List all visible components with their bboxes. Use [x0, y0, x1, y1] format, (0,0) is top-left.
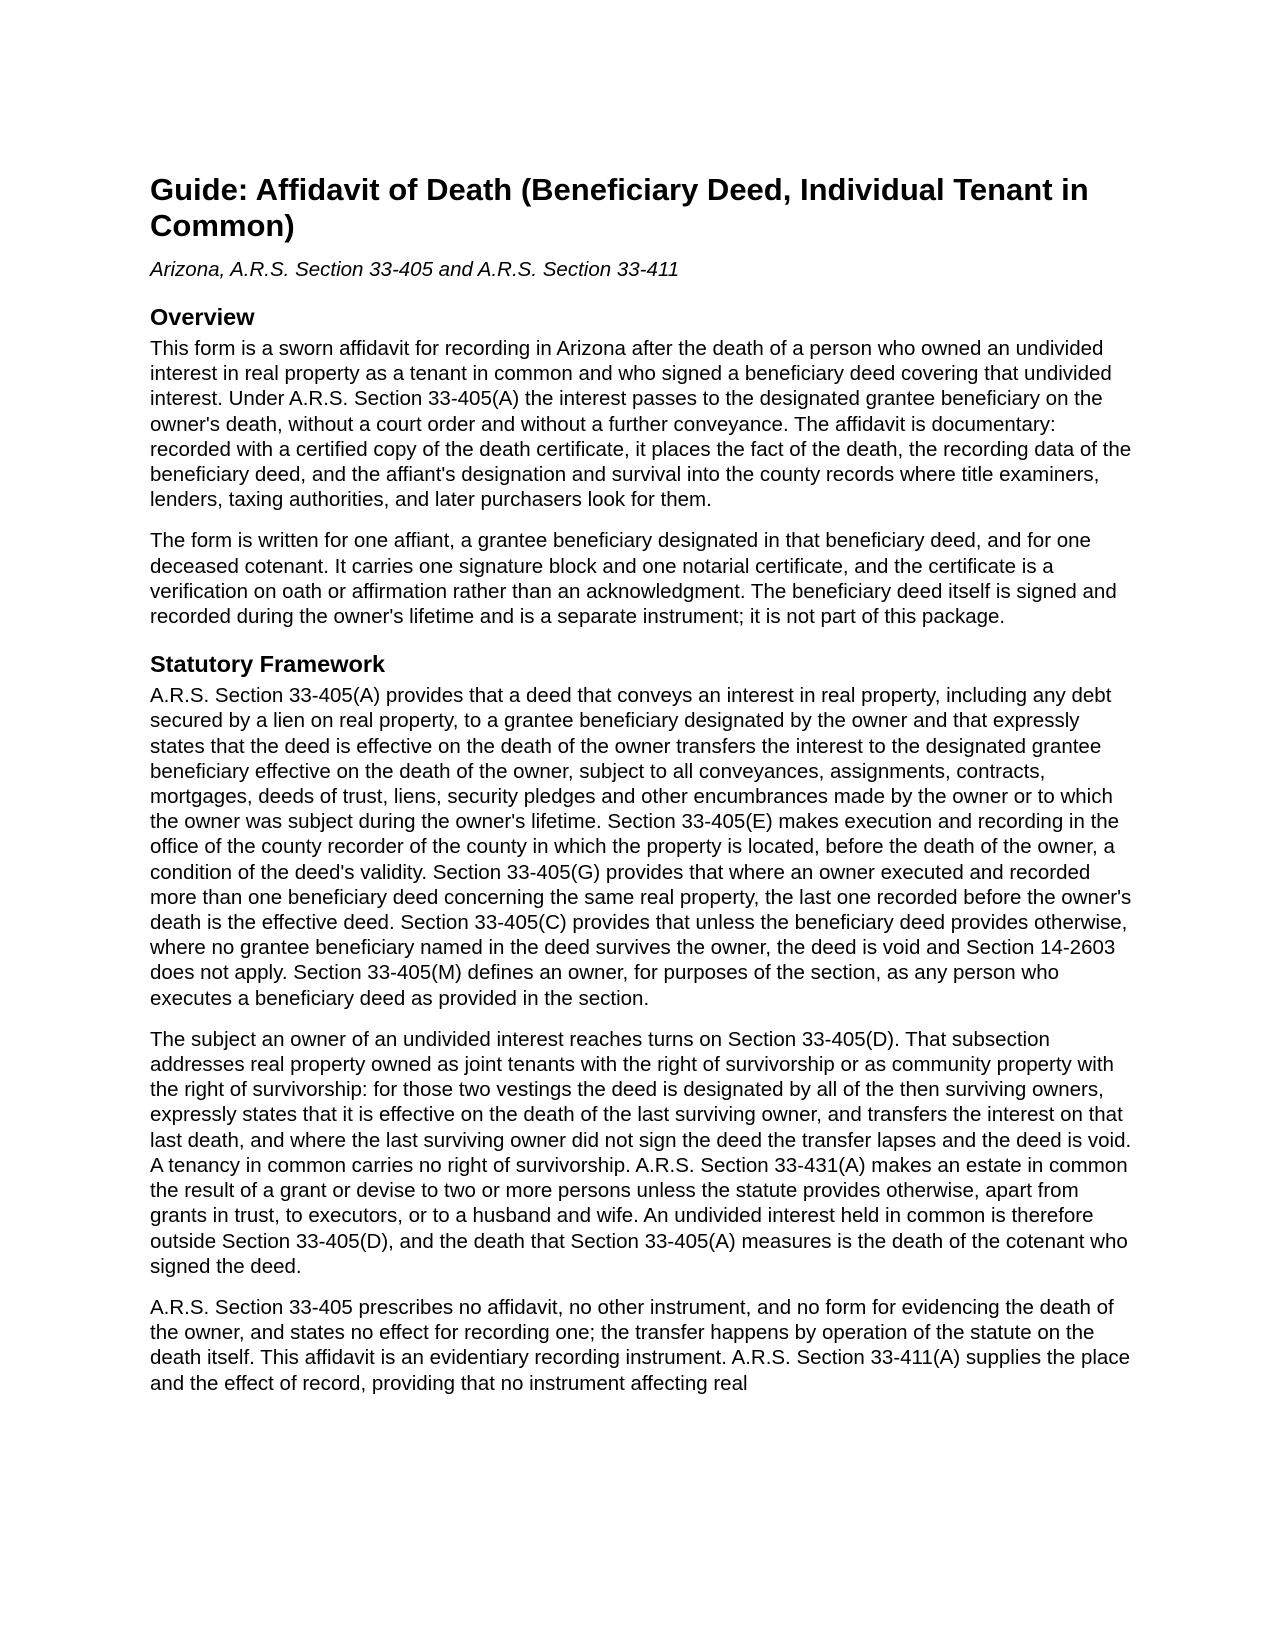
framework-paragraph-2: The subject an owner of an undivided interest reaches turns on Section 33-405(D). That subsection addresses real property owned as joint tenants with the right of survivorship or as community property with the right of survivorship: for those two vestings the deed is designated by all of the then surviving owners, expressly states that it is effective on the death of the last surviving owner, and transfers the interest on that last death, and where the last surviving owner did not sign the deed the transfer lapses and the deed is void. A tenancy in common carries no right of survivorship. A.R.S. Section 33-431(A) makes an estate in common the result of a grant or devise to two or more persons unless the statute provides otherwise, apart from grants in trust, to executors, or to a husband and wife. An undivided interest held in common is therefore outside Section 33-405(D), and the death that Section 33-405(A) measures is the death of the cotenant who signed the deed. — [150, 1027, 1132, 1278]
section-heading-overview: Overview — [150, 304, 255, 330]
page-subtitle: Arizona, A.R.S. Section 33-405 and A.R.S. Section 33-411 — [150, 258, 680, 281]
framework-paragraph-3: A.R.S. Section 33-405 prescribes no affidavit, no other instrument, and no form for evidencing the death of the owner, and states no effect for recording one; the transfer happens by operation of the statute on the death itself. This affidavit is an evidentiary recording instrument. A.R.S. Section 33-411(A) supplies the place and the effect of record, providing that no instrument affecting real — [150, 1295, 1130, 1395]
framework-paragraph-1: A.R.S. Section 33-405(A) provides that a deed that conveys an interest in real property, including any debt secured by a lien on real property, to a grantee beneficiary designated by the owner and that expressly states that the deed is effective on the death of the owner transfers the interest to the designated grantee beneficiary effective on the death of the owner, subject to all conveyances, assignments, contracts, mortgages, deeds of trust, liens, security pledges and other encumbrances made by the owner or to which the owner was subject during the owner's lifetime. Section 33-405(E) makes execution and recording in the office of the county recorder of the county in which the property is located, before the death of the owner, a condition of the deed's validity. Section 33-405(G) provides that where an owner executed and recorded more than one beneficiary deed concerning the same real property, the last one recorded before the owner's death is the effective deed. Section 33-405(C) provides that unless the beneficiary deed provides otherwise, where no grantee beneficiary named in the deed survives the owner, the deed is void and Section 14-2603 does not apply. Section 33-405(M) defines an owner, for purposes of the section, as any person who executes a beneficiary deed as provided in the section. — [150, 684, 1132, 1010]
overview-paragraph-1: This form is a sworn affidavit for recording in Arizona after the death of a person who owned an undivided interest in real property as a tenant in common and who signed a beneficiary deed covering that undivided interest. Under A.R.S. Section 33-405(A) the interest passes to the designated grantee beneficiary on the owner's death, without a court order and without a further conveyance. The affidavit is documentary: recorded with a certified copy of the death certificate, it places the fact of the death, the recording data of the beneficiary deed, and the affiant's designation and survival into the county records where title examiners, lenders, taxing authorities, and later purchasers look for them. — [150, 337, 1132, 512]
overview-paragraph-2: The form is written for one affiant, a grantee beneficiary designated in that beneficiary deed, and for one deceased cotenant. It carries one signature block and one notarial certificate, and the certificate is a verification on oath or affirmation rather than an acknowledgment. The beneficiary deed itself is signed and recorded during the owner's lifetime and is a separate instrument; it is not part of this package. — [150, 529, 1117, 629]
section-heading-statutory-framework: Statutory Framework — [150, 651, 386, 678]
section-overview — [150, 303, 1132, 629]
page-title: Guide: Affidavit of Death (Beneficiary Deed, Individual Tenant in Common) — [150, 172, 1089, 243]
document-page — [150, 172, 1132, 1412]
section-statutory-framework — [150, 650, 1132, 1395]
